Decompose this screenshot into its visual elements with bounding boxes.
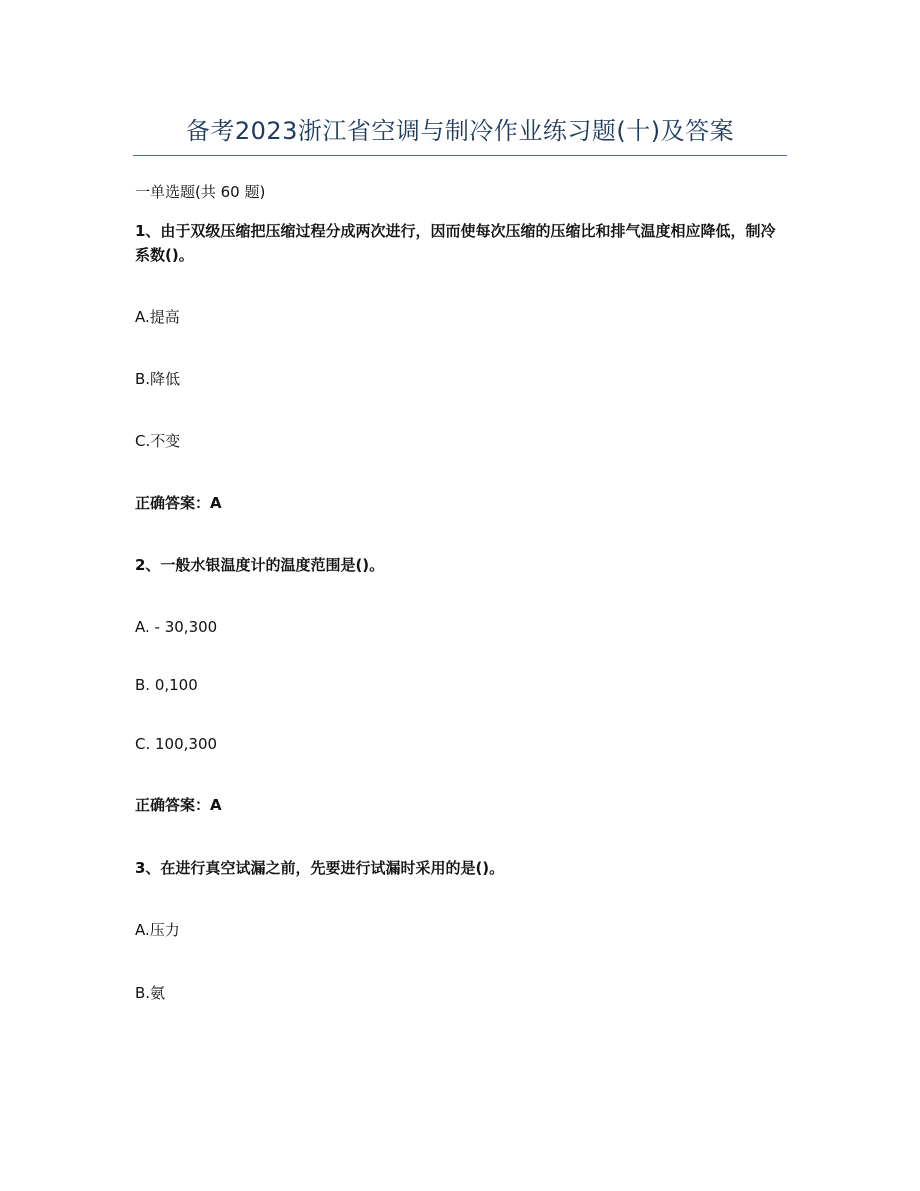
question-3-option-a: A.压力 (135, 921, 180, 939)
question-2-option-c: C. 100,300 (135, 735, 218, 753)
page-title: 备考2023浙江省空调与制冷作业练习题(十)及答案 (185, 117, 735, 145)
question-1-option-c: C.不变 (135, 432, 181, 450)
question-1-option-a: A.提高 (135, 308, 180, 326)
question-1-answer: 正确答案：A (135, 494, 222, 512)
question-2-stem: 2、一般水银温度计的温度范围是()。 (135, 556, 385, 574)
question-2-option-a: A. - 30,300 (135, 618, 218, 636)
question-2-option-b: B. 0,100 (135, 676, 198, 694)
section-heading: 一单选题(共 60 题) (135, 183, 266, 201)
question-3-option-b: B.氨 (135, 984, 166, 1002)
title-divider (133, 155, 787, 156)
question-2-answer: 正确答案：A (135, 796, 222, 814)
question-1-option-b: B.降低 (135, 370, 181, 388)
question-1-stem: 1、由于双级压缩把压缩过程分成两次进行，因而使每次压缩的压缩比和排气温度相应降低，制冷系数()。 (135, 222, 776, 264)
question-3-stem: 3、在进行真空试漏之前，先要进行试漏时采用的是()。 (135, 859, 505, 877)
